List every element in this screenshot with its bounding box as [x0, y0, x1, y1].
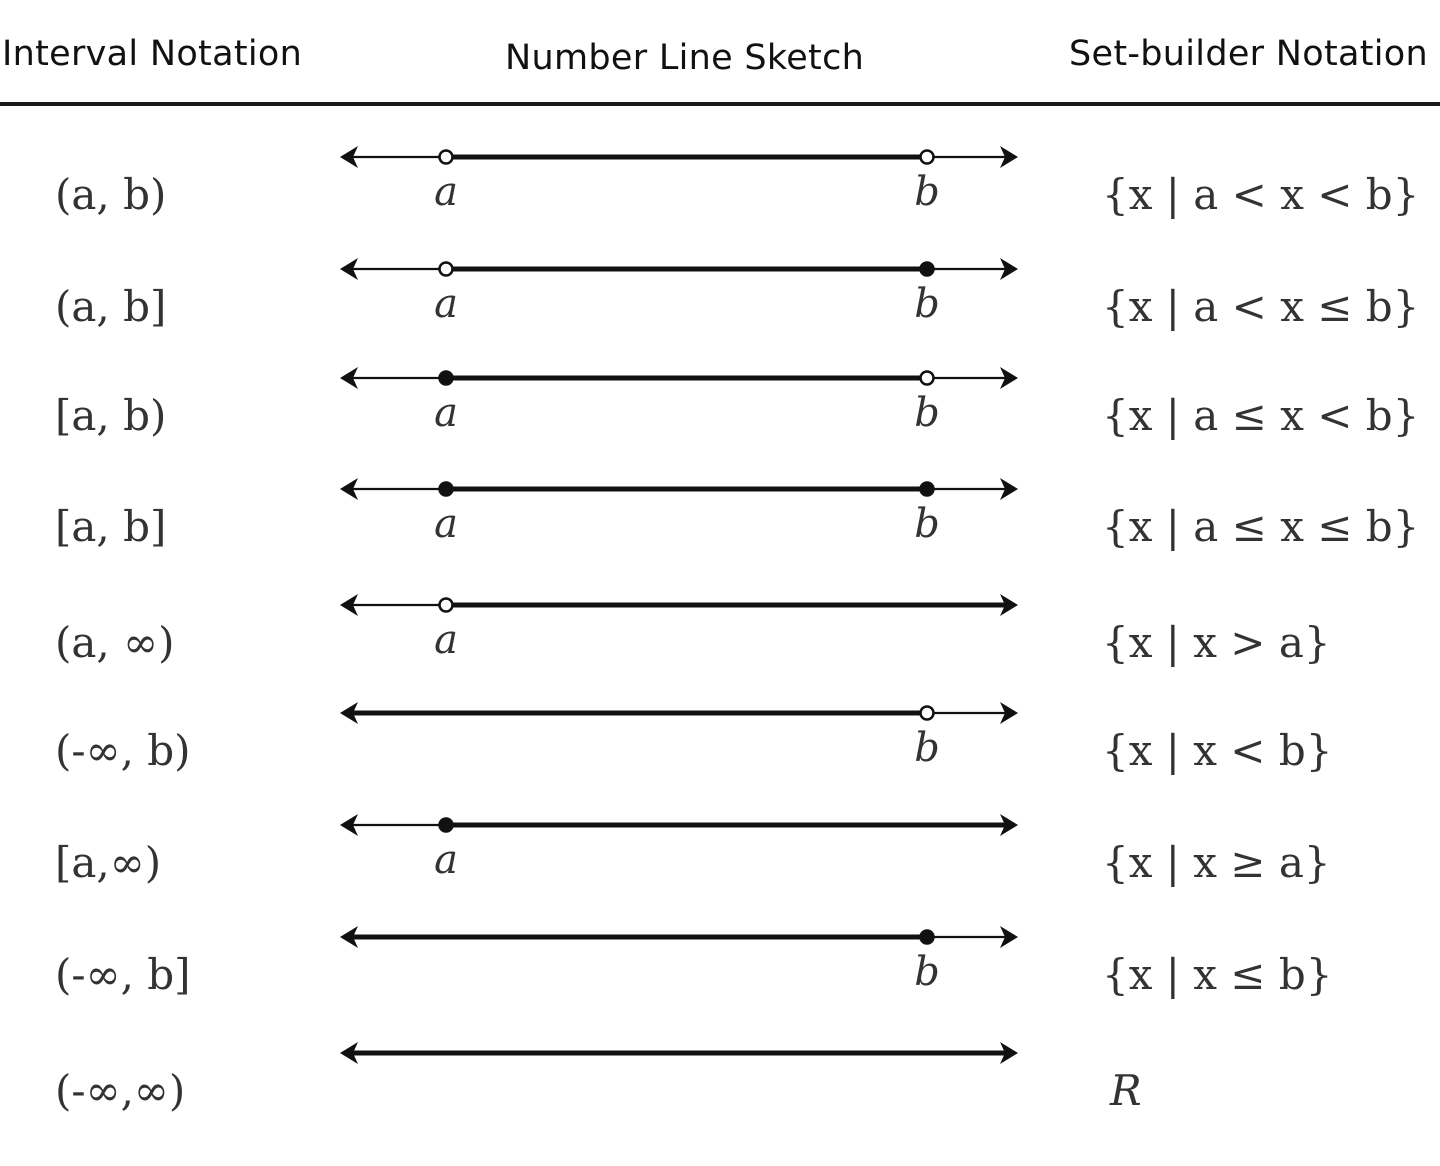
open-endpoint: [921, 707, 934, 720]
interval-notation-cell: (a, ∞): [55, 618, 175, 667]
set-builder-cell: {x | x > a}: [1102, 618, 1331, 667]
endpoint-label: a: [434, 837, 458, 883]
number-line-sketch: [330, 462, 1030, 582]
open-endpoint: [440, 151, 453, 164]
number-line-sketch: [330, 910, 1030, 1030]
endpoint-label: b: [914, 390, 940, 436]
endpoint-label: a: [434, 281, 458, 327]
endpoint-label: b: [914, 501, 940, 547]
interval-notation-cell: [a,∞): [55, 838, 162, 887]
number-line-sketch: [330, 1026, 1030, 1146]
closed-endpoint: [921, 483, 934, 496]
closed-endpoint: [440, 372, 453, 385]
table-row: [0, 1066, 1440, 1166]
interval-notation-cell: (-∞, b]: [55, 950, 191, 999]
set-builder-cell: {x | x ≤ b}: [1102, 950, 1333, 999]
header-divider: [0, 102, 1440, 106]
open-endpoint: [440, 599, 453, 612]
set-builder-cell: {x | a < x < b}: [1102, 170, 1420, 219]
number-line-sketch: [330, 578, 1030, 698]
number-line-sketch: [330, 130, 1030, 250]
endpoint-label: b: [914, 169, 940, 215]
interval-notation-cell: (-∞,∞): [55, 1066, 186, 1115]
endpoint-label: a: [434, 501, 458, 547]
open-endpoint: [921, 151, 934, 164]
open-endpoint: [921, 372, 934, 385]
set-builder-cell: {x | x ≥ a}: [1102, 838, 1331, 887]
closed-endpoint: [921, 263, 934, 276]
endpoint-label: b: [914, 725, 940, 771]
header-number-line-sketch: Number Line Sketch: [505, 38, 865, 78]
header-interval-notation: Interval Notation: [2, 34, 303, 74]
number-line-sketch: [330, 351, 1030, 471]
set-builder-cell: {x | x < b}: [1102, 726, 1333, 775]
set-builder-cell: {x | a ≤ x < b}: [1102, 391, 1420, 440]
endpoint-label: b: [914, 281, 940, 327]
open-endpoint: [440, 263, 453, 276]
closed-endpoint: [921, 931, 934, 944]
closed-endpoint: [440, 819, 453, 832]
interval-notation-cell: (a, b): [55, 170, 167, 219]
endpoint-label: a: [434, 390, 458, 436]
interval-notation-cell: [a, b): [55, 391, 167, 440]
endpoint-label: b: [914, 949, 940, 995]
endpoint-label: a: [434, 617, 458, 663]
number-line-sketch: [330, 242, 1030, 362]
endpoint-label: a: [434, 169, 458, 215]
interval-notation-cell: [a, b]: [55, 502, 167, 551]
number-line-sketch: [330, 798, 1030, 918]
closed-endpoint: [440, 483, 453, 496]
set-builder-cell: R: [1110, 1066, 1142, 1115]
set-builder-cell: {x | a ≤ x ≤ b}: [1102, 502, 1420, 551]
interval-notation-cell: (a, b]: [55, 282, 167, 331]
number-line-sketch: [330, 686, 1030, 806]
set-builder-cell: {x | a < x ≤ b}: [1102, 282, 1420, 331]
interval-notation-cell: (-∞, b): [55, 726, 191, 775]
header-set-builder-notation: Set-builder Notation: [1068, 34, 1428, 74]
